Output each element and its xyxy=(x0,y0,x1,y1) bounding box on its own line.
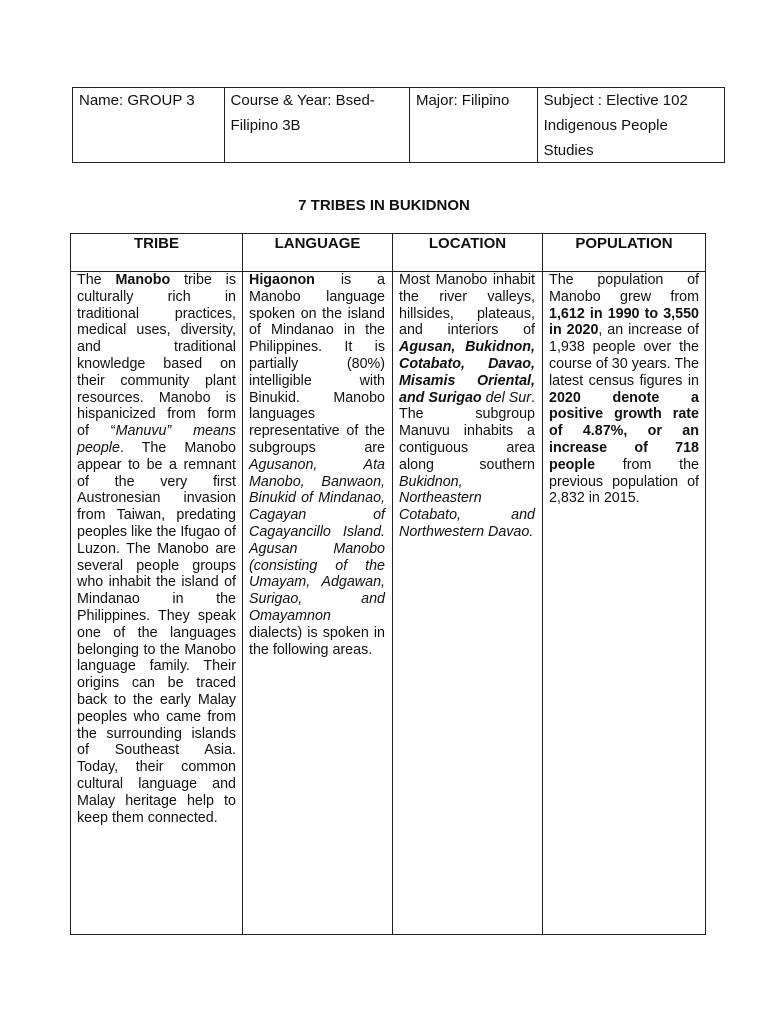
column-divider xyxy=(542,234,543,934)
language-text: dialects) is spoken in the following areas. xyxy=(249,624,385,658)
language-subgroups: Agusanon, Ata Manobo, Banwaon, Binukid of Mindanao, Cagayan of Cagayancillo Island. Agusan Manobo (consisting of the Umayam, Adgawan, Surigao, and Omayamnon xyxy=(249,456,385,624)
major-text: Major: Filipino xyxy=(415,92,510,109)
column-header-tribe: TRIBE xyxy=(134,235,179,252)
population-text: The population of Manobo grew from xyxy=(549,272,699,305)
location-text: . The subgroup Manuvu inhabits a contiguous area along southern xyxy=(399,389,535,473)
column-header-location: LOCATION xyxy=(428,235,507,252)
tribe-text: . The Manobo appear to be a remnant of the very first Austronesian invasion from Taiwan, predating peoples like the Ifugao of Luzon. The Manobo are several people groups who inhabit the island of Mindanao in the Philippines. They speak one of the languages belonging to the Manobo language family. Their origins can be traced back to the early Malay peoples who came from the surrounding islands of Southeast Asia. Today, their common cultural language and Malay heritage help to keep them connected. xyxy=(77,439,236,826)
tribe-name: Manobo xyxy=(115,272,171,288)
course-line-1: Course & Year: Bsed- xyxy=(230,92,375,109)
subject-line-2: Indigenous People xyxy=(543,117,668,134)
name-text: Name: GROUP 3 xyxy=(79,92,195,109)
language-cell xyxy=(249,272,385,658)
location-areas: Bukidnon, Northeastern Cotabato, and Northwestern Davao. xyxy=(399,473,535,540)
location-text: Most Manobo inhabit the river valleys, hillsides, plateaus, and interiors of xyxy=(399,272,535,339)
document-title: 7 TRIBES IN BUKIDNON xyxy=(298,197,470,214)
column-header-language: LANGUAGE xyxy=(274,235,361,252)
location-provinces: Agusan, Bukidnon, Cotabato, Davao, Misamis Oriental, and Surigao xyxy=(399,339,535,406)
course-line-2: Filipino 3B xyxy=(230,117,301,134)
population-text: from the previous population of 2,832 in 2015. xyxy=(549,456,699,507)
subject-line-1: Subject : Elective 102 xyxy=(543,92,688,109)
info-table xyxy=(72,87,725,163)
major-cell xyxy=(410,88,538,162)
subject-line-3: Studies xyxy=(543,142,594,159)
name-cell xyxy=(73,88,225,162)
tribe-text: The xyxy=(77,272,116,288)
tribes-table xyxy=(70,233,706,935)
tribe-cell xyxy=(77,272,236,826)
population-census: 2020 denote a positive growth rate of 4.87%, or an increase of 718 people xyxy=(549,389,699,473)
location-del-sur: del Sur xyxy=(481,389,532,406)
location-cell xyxy=(399,272,535,541)
column-divider xyxy=(242,234,243,934)
language-text: is a Manobo language spoken on the island of Mindanao in the Philippines. It is partially (80%) intelligible with Binukid. Manobo languages representative of the subgroups are xyxy=(249,272,385,456)
column-divider xyxy=(392,234,393,934)
column-header-population: POPULATION xyxy=(575,235,673,252)
tribe-text: tribe is culturally rich in traditional practices, medical uses, diversity, and traditional knowledge based on their community plant resources. Manobo is hispanicized from form of “ xyxy=(77,272,236,440)
language-name: Higaonon xyxy=(249,272,315,288)
subject-cell xyxy=(538,88,724,162)
population-text: , an increase of 1,938 people over the course of 30 years. The latest census figures in xyxy=(549,322,699,389)
tribe-etymology: Manuvu” means people xyxy=(77,423,236,456)
population-cell xyxy=(549,272,699,507)
population-growth: 1,612 in 1990 to 3,550 in 2020 xyxy=(549,305,699,339)
course-year-cell xyxy=(225,88,410,162)
